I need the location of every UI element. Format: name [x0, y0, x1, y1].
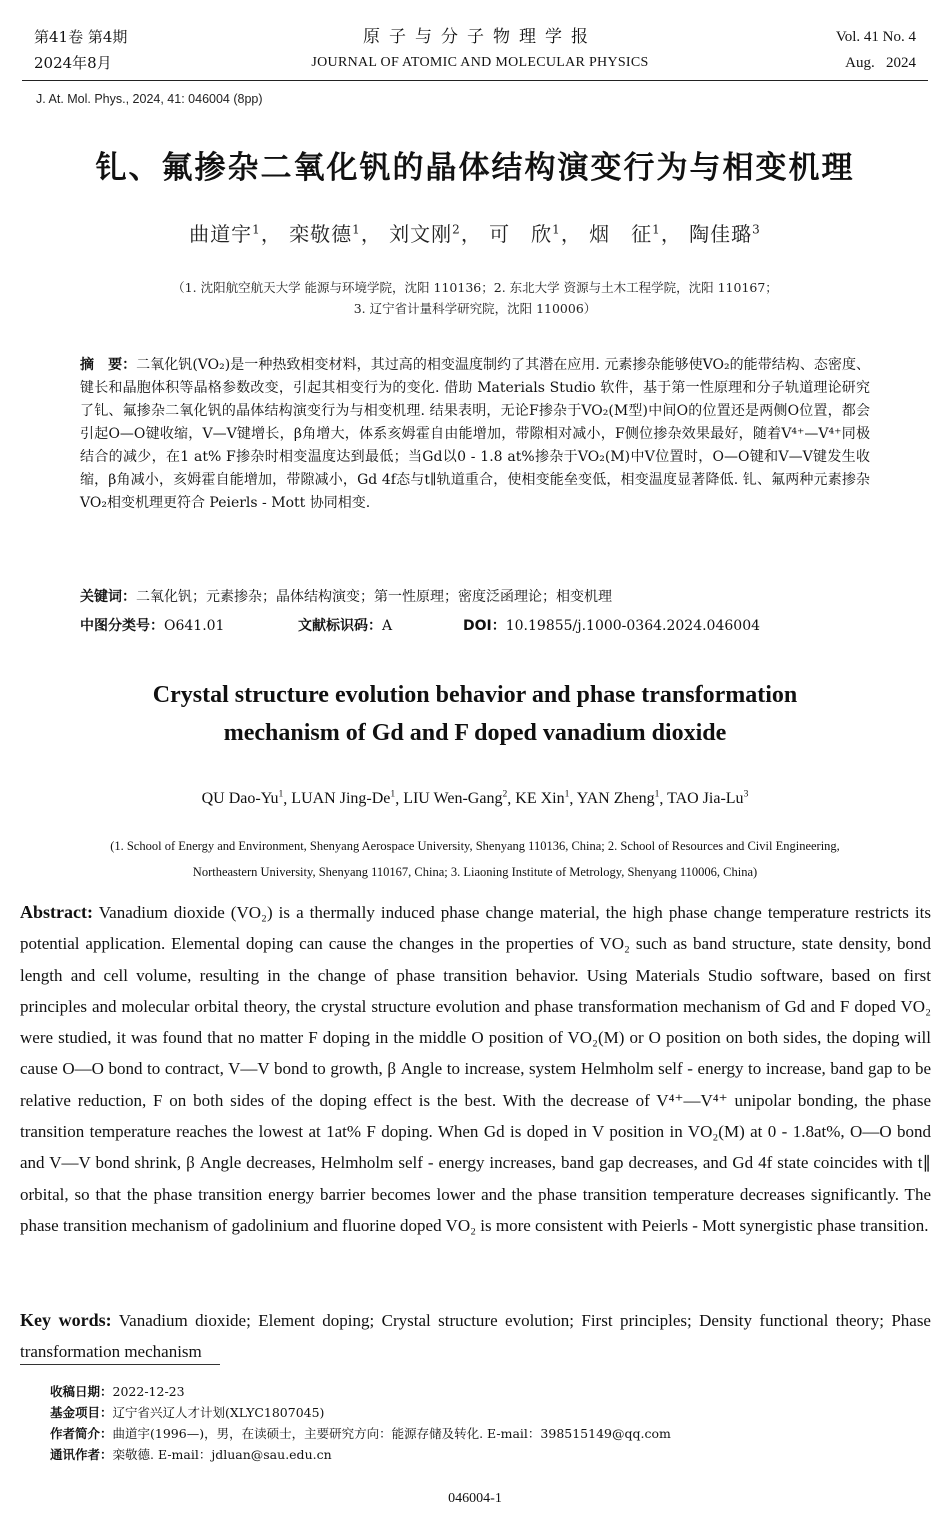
keywords-cn-label: 关键词： [80, 589, 136, 605]
abstract-en [20, 897, 931, 1241]
clc-number: 中图分类号：O641.01 [80, 618, 225, 634]
footnote-divider [20, 1364, 220, 1365]
abstract-cn-label: 摘 要： [80, 357, 137, 373]
abstract-en-text: Vanadium dioxide (VO₂) is a thermally induced phase change material, the high phase change temperature restricts its potential application. Elemental doping can cause the changes in the properties of VO₂ such as band structure, state density, bond length and cell volume, resulting in the change of phase transition behavior. Using Materials Studio software, based on first principles and molecular orbital theory, the crystal structure evolution and phase transformation mechanism of Gd and F doped VO₂ were studied, it was found that no matter F doping in the middle O position of VO₂(M) or O position on both sides, the doping will cause O—O bond to contract, V—V bond to growth, β Angle to increase, system Helmholm self - energy to increase, band gap to be relative reduction, F on both sides of the doping effect is the best. With the decrease of V⁴⁺—V⁴⁺ unipolar bonding, the phase transition temperature reaches the lowest at 1at% F doping. When Gd is doped in V position in VO₂(M) at 0 - 1.8at%, O—O bond and V—V bond shrink, β Angle decreases, Helmholm self - energy increases, band gap decreases, and Gd 4f state coincides with t∥ orbital, so that the phase transition energy barrier becomes lower and the phase transition temperature decreases significantly. The phase transition mechanism of gadolinium and fluorine doped VO₂ is more consistent with Peierls - Mott synergistic phase transition. [20, 903, 931, 1235]
journal-name-cn: 原子与分子物理学报 [363, 27, 597, 47]
received-date: 收稿日期：2022-12-23 [50, 1384, 185, 1399]
header-right [836, 24, 916, 76]
footnotes [50, 1381, 910, 1465]
header-left [34, 24, 127, 76]
keywords-en [20, 1305, 931, 1368]
author-cn: 刘文刚$^2$ [389, 222, 461, 246]
fund-info: 基金项目：辽宁省兴辽人才计划(XLYC1807045) [50, 1405, 325, 1420]
doi[interactable]: DOI：10.19855/j.1000-0364.2024.046004 [463, 618, 761, 634]
document-code: 文献标识码：A [298, 618, 393, 634]
author-cn: 栾敬德$^1$ [289, 222, 361, 246]
title-en: Crystal structure evolution behavior and phase transformation mechanism of Gd and F doped vanadium dioxide [152, 682, 798, 746]
author-en: KE Xin$^1$ [515, 789, 570, 808]
citation-line: J. At. Mol. Phys., 2024, 41: 046004 (8pp) [36, 92, 263, 106]
author-bio: 作者简介：曲道宇(1996—)，男，在读硕士，主要研究方向：能源存储及转化. E-mail：398515149@qq.com [50, 1426, 671, 1441]
abstract-cn-text: 二氧化钒(VO₂)是一种热致相变材料，其过高的相变温度制约了其潜在应用. 元素掺杂能够使VO₂的能带结构、态密度、键长和晶胞体积等晶格参数改变，引起其相变行为的变化. 借助 Materials Studio 软件，基于第一性原理和分子轨道理论研究了钆、氟掺杂二氧化钒的晶体结构演变行为与相变机理. 结果表明，无论F掺杂于VO₂(M型)中间O的位置还是两侧O位置，都会引起O—O键收缩，V—V键增长，β角增大，体系亥姆霍自由能增加，带隙相对减小，F侧位掺杂效果最好，随着V⁴⁺—V⁴⁺同极结合的减少，在1 at% F掺杂时相变温度达到最低；当Gd以0 - 1.8 at%掺杂于VO₂(M)中V位置时，O—O键和V—V键发生收缩，β角减小，亥姆霍自能增加，带隙减小，Gd 4f态与t∥轨道重合，使相变能垒变低，相变温度显著降低. 钆、氟两种元素掺杂VO₂相变机理更符合 Peierls - Mott 协同相变. [80, 357, 870, 511]
affiliation-cn: （1. 沈阳航空航天大学 能源与环境学院，沈阳 110136；2. 东北大学 资源与土木工程学院，沈阳 110167； 3. 辽宁省计量科学研究院，沈阳 110006） [172, 280, 778, 316]
corresponding-author: 通讯作者：栾敬德. E-mail：jdluan@sau.edu.cn [50, 1447, 332, 1462]
author-cn: 陶佳璐$^3$ [689, 222, 761, 246]
volume-en: Vol. 41 No. 4 [835, 29, 916, 45]
author-en: LUAN Jing-De$^1$ [291, 789, 396, 808]
author-cn: 曲道宇$^1$ [189, 222, 261, 246]
keywords-en-label: Key words: [20, 1310, 112, 1330]
volume-cn: 第41卷 第4期 [34, 28, 128, 46]
authors-cn: 曲道宇$^1$， 栾敬德$^1$， 刘文刚$^2$， 可 欣$^1$， 烟 征$^1$， 陶佳璐$^3$ [189, 222, 761, 246]
keywords-en-text: Vanadium dioxide; Element doping; Crystal structure evolution; First principles; Density functional theory; Phase transformation mechanism [20, 1311, 931, 1362]
keywords-cn-text: 二氧化钒；元素掺杂；晶体结构演变；第一性原理；密度泛函理论；相变机理 [136, 589, 612, 605]
date-cn: 2024年8月 [34, 54, 112, 72]
author-cn: 可 欣$^1$ [489, 222, 561, 246]
journal-name-en: JOURNAL OF ATOMIC AND MOLECULAR PHYSICS [311, 55, 649, 70]
author-en: LIU Wen-Gang$^2$ [403, 789, 508, 808]
author-cn: 烟 征$^1$ [589, 222, 661, 246]
header-center [230, 24, 730, 76]
abstract-cn [80, 354, 870, 515]
abstract-en-label: Abstract: [20, 902, 93, 922]
date-en: Aug. 2024 [845, 55, 916, 71]
author-en: QU Dao-Yu$^1$ [201, 789, 284, 808]
title-cn: 钆、氟掺杂二氧化钒的晶体结构演变行为与相变机理 [95, 150, 855, 186]
header-divider [22, 80, 928, 81]
keywords-cn [80, 586, 870, 608]
author-en: YAN Zheng$^1$ [576, 789, 660, 808]
authors-en: QU Dao-Yu$^1$, LUAN Jing-De$^1$, LIU Wen-Gang$^2$, KE Xin$^1$, YAN Zheng$^1$, TAO Jia-Lu$^3$ [201, 789, 749, 808]
author-en: TAO Jia-Lu$^3$ [667, 789, 749, 808]
affiliation-en: (1. School of Energy and Environment, Shenyang Aerospace University, Shenyang 110136, China; 2. School of Resources and Civil Engineering, Northeastern University, Shenyang 110167, China; 3. Liaoning Institute of Metrology, Shenyang 110006, China) [110, 839, 840, 879]
page-number: 046004-1 [448, 1491, 502, 1506]
